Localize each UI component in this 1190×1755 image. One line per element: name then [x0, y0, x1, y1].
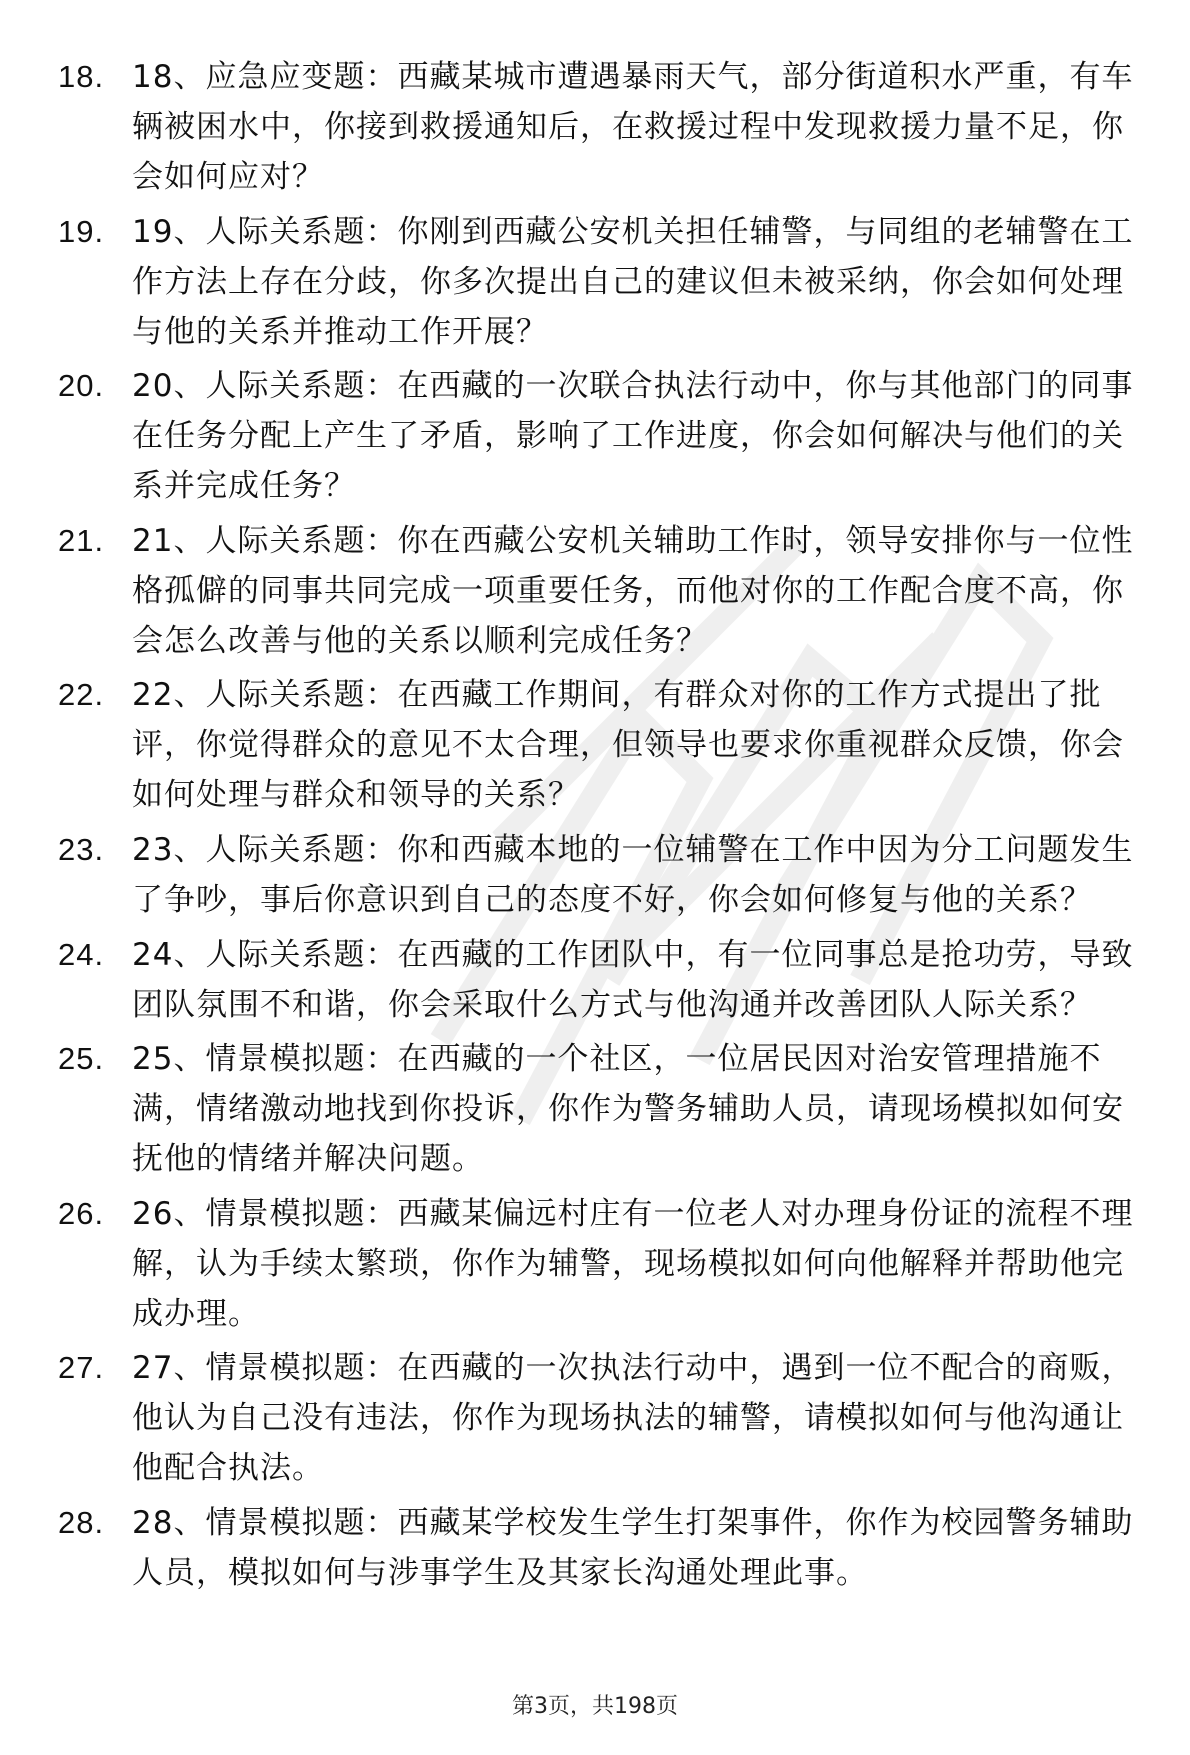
- item-number: 18.: [58, 59, 105, 94]
- item-text: 22、人际关系题：在西藏工作期间，有群众对你的工作方式提出了批评，你觉得群众的意见不太合理，但领导也要求你重视群众反馈，你会如何处理与群众和领导的关系？: [132, 677, 1124, 814]
- item-number: 20.: [58, 368, 105, 404]
- list-item: [58, 1034, 1148, 1184]
- list-item: [58, 361, 1148, 511]
- list-item: [58, 52, 1148, 202]
- list-item: [58, 670, 1148, 820]
- item-text: 26、情景模拟题：西藏某偏远村庄有一位老人对办理身份证的流程不理解，认为手续太繁琐，你作为辅警，现场模拟如何向他解释并帮助他完成办理。: [132, 1195, 1134, 1332]
- list-item: [58, 516, 1148, 666]
- item-text: 24、人际关系题：在西藏的工作团队中，有一位同事总是抢功劳，导致团队氛围不和谐，你会采取什么方式与他沟通并改善团队人际关系？: [132, 936, 1134, 1023]
- item-text: 18、应急应变题：西藏某城市遭遇暴雨天气，部分街道积水严重，有车辆被困水中，你接到救援通知后，在救援过程中发现救援力量不足，你会如何应对？: [132, 59, 1134, 195]
- list-item: [58, 825, 1148, 925]
- item-text: 20、人际关系题：在西藏的一次联合执法行动中，你与其他部门的同事在任务分配上产生了矛盾，影响了工作进度，你会如何解决与他们的关系并完成任务？: [132, 368, 1134, 505]
- item-text: 27、情景模拟题：在西藏的一次执法行动中，遇到一位不配合的商贩，他认为自己没有违法，你作为现场执法的辅警，请模拟如何与他沟通让他配合执法。: [132, 1350, 1134, 1487]
- question-list: [58, 52, 1148, 1603]
- item-number: 25.: [58, 1041, 105, 1077]
- item-text: 19、人际关系题：你刚到西藏公安机关担任辅警，与同组的老辅警在工作方法上存在分歧，你多次提出自己的建议但未被采纳，你会如何处理与他的关系并推动工作开展？: [132, 213, 1134, 350]
- list-item: [58, 1498, 1148, 1598]
- list-item: [58, 207, 1148, 357]
- item-text: 28、情景模拟题：西藏某学校发生学生打架事件，你作为校园警务辅助人员，模拟如何与涉事学生及其家长沟通处理此事。: [132, 1504, 1134, 1591]
- page-footer: 第3页，共198页: [512, 1694, 678, 1719]
- item-number: 19.: [58, 213, 105, 249]
- list-item: [58, 1189, 1148, 1339]
- item-text: 23、人际关系题：你和西藏本地的一位辅警在工作中因为分工问题发生了争吵，事后你意识到自己的态度不好，你会如何修复与他的关系？: [132, 831, 1134, 918]
- item-number: 22.: [58, 677, 105, 713]
- item-text: 25、情景模拟题：在西藏的一个社区，一位居民因对治安管理措施不满，情绪激动地找到你投诉，你作为警务辅助人员，请现场模拟如何安抚他的情绪并解决问题。: [132, 1041, 1124, 1178]
- item-number: 21.: [58, 522, 105, 558]
- item-number: 27.: [58, 1350, 105, 1386]
- item-number: 26.: [58, 1195, 105, 1231]
- item-text: 21、人际关系题：你在西藏公安机关辅助工作时，领导安排你与一位性格孤僻的同事共同完成一项重要任务，而他对你的工作配合度不高，你会怎么改善与他的关系以顺利完成任务？: [132, 522, 1134, 659]
- item-number: 28.: [58, 1504, 105, 1540]
- item-number: 24.: [58, 936, 105, 972]
- list-item: [58, 1343, 1148, 1493]
- list-item: [58, 930, 1148, 1030]
- item-number: 23.: [58, 831, 105, 867]
